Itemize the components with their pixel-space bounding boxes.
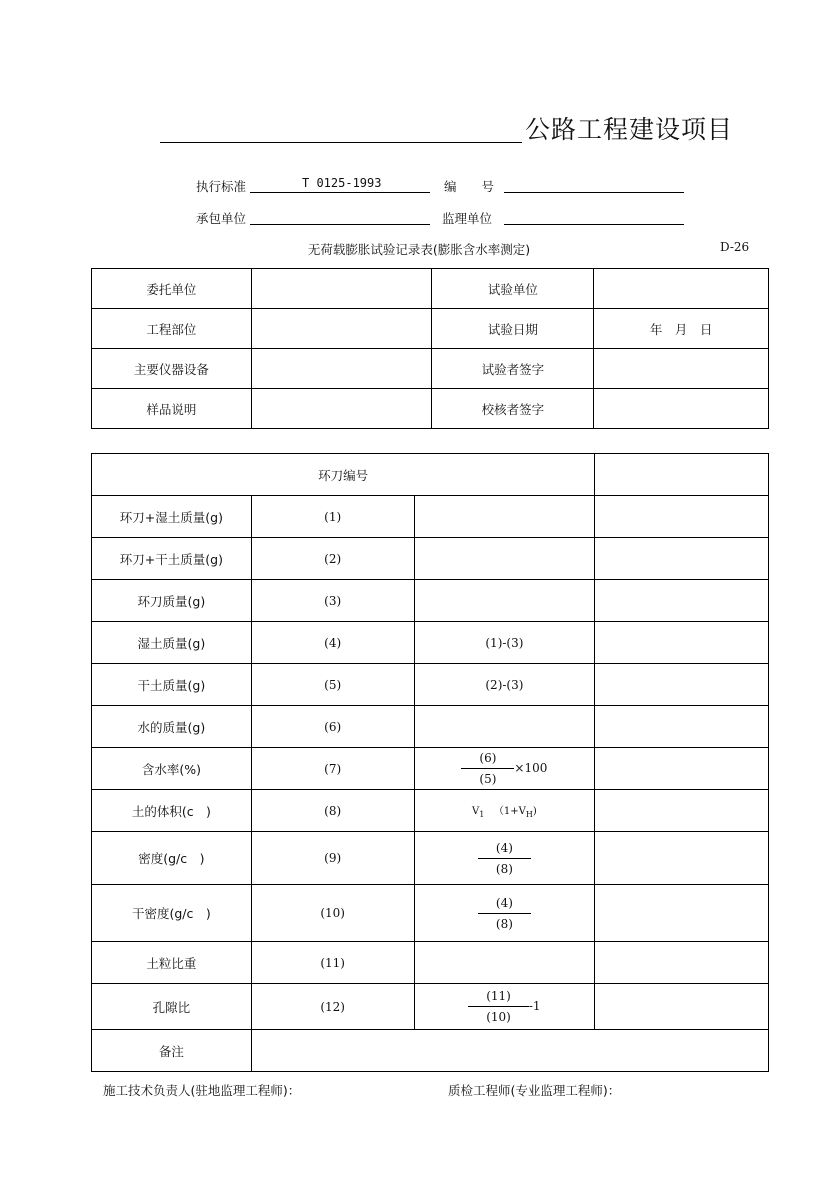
info-label: 校核者签字	[432, 389, 594, 429]
info-value[interactable]	[594, 389, 769, 429]
info-value[interactable]	[251, 269, 432, 309]
info-label: 委托单位	[92, 269, 252, 309]
data-table	[91, 453, 769, 1072]
info-row	[92, 269, 769, 309]
row-value[interactable]	[595, 580, 769, 622]
row-value[interactable]	[595, 748, 769, 790]
info-value[interactable]	[594, 349, 769, 389]
fraction	[461, 751, 514, 786]
table-row	[92, 496, 769, 538]
row-formula	[414, 538, 595, 580]
row-index: (6)	[251, 706, 414, 748]
fraction	[478, 896, 531, 931]
table-row	[92, 580, 769, 622]
table-row	[92, 748, 769, 790]
footer-right-signature: 质检工程师(专业监理工程师)：	[448, 1083, 621, 1098]
info-label: 样品说明	[92, 389, 252, 429]
row-label: 环刀质量(g)	[92, 580, 252, 622]
supervisor-field[interactable]	[504, 208, 684, 225]
denominator: (8)	[495, 861, 513, 876]
row-formula: (1)-(3)	[414, 622, 595, 664]
info-row	[92, 309, 769, 349]
number-field[interactable]	[504, 176, 684, 193]
formula-sub: 1	[479, 810, 485, 819]
numerator: (4)	[478, 896, 531, 914]
row-label: 土粒比重	[92, 942, 252, 984]
table-row	[92, 664, 769, 706]
formula-part: （1+V	[493, 806, 526, 817]
info-row	[92, 389, 769, 429]
form-title: 无荷载膨胀试验记录表(膨胀含水率测定)	[307, 242, 531, 257]
project-name-line[interactable]	[160, 142, 522, 143]
formula-sub: H	[525, 810, 533, 819]
table-row	[92, 984, 769, 1030]
table-row	[92, 832, 769, 885]
page-title: 公路工程建设项目	[525, 115, 734, 144]
row-index: (4)	[251, 622, 414, 664]
row-formula	[414, 984, 595, 1030]
table-row	[92, 942, 769, 984]
row-label: 湿土质量(g)	[92, 622, 252, 664]
table-row	[92, 790, 769, 832]
row-formula	[414, 748, 595, 790]
numerator: (4)	[478, 841, 531, 859]
row-label: 含水率(%)	[92, 748, 252, 790]
numerator: (11)	[468, 989, 529, 1007]
standard-field[interactable]	[250, 176, 430, 193]
info-label: 工程部位	[92, 309, 252, 349]
numerator: (6)	[461, 751, 514, 769]
row-formula	[414, 885, 595, 942]
contractor-field[interactable]	[250, 208, 430, 225]
data-header-row	[92, 454, 769, 496]
row-label: 干土质量(g)	[92, 664, 252, 706]
fraction	[478, 841, 531, 876]
number-label: 编 号	[444, 179, 495, 194]
formula-suffix: ×100	[514, 761, 548, 775]
info-label: 试验单位	[432, 269, 594, 309]
row-value[interactable]	[595, 885, 769, 942]
formula-part: )	[532, 806, 537, 817]
row-index: (1)	[251, 496, 414, 538]
row-label: 土的体积(c )	[92, 790, 252, 832]
row-formula	[414, 832, 595, 885]
row-label: 干密度(g/c )	[92, 885, 252, 942]
table-row	[92, 706, 769, 748]
test-date-value[interactable]: 年 月 日	[594, 309, 769, 349]
row-label: 水的质量(g)	[92, 706, 252, 748]
row-index: (11)	[251, 942, 414, 984]
row-label: 密度(g/c )	[92, 832, 252, 885]
row-formula	[414, 942, 595, 984]
fraction	[468, 989, 529, 1024]
formula-part: V	[472, 806, 480, 817]
row-label: 环刀+干土质量(g)	[92, 538, 252, 580]
standard-value: T 0125-1993	[302, 176, 382, 190]
ring-number-label: 环刀编号	[92, 454, 595, 496]
form-code: D-26	[720, 240, 750, 254]
row-index: (9)	[251, 832, 414, 885]
standard-label: 执行标准	[196, 179, 247, 194]
row-formula	[414, 496, 595, 538]
table-row	[92, 622, 769, 664]
footer-left-signature: 施工技术负责人(驻地监理工程师)：	[103, 1083, 301, 1098]
supervisor-label: 监理单位	[442, 211, 493, 226]
row-formula	[414, 580, 595, 622]
remarks-value[interactable]	[251, 1030, 768, 1072]
row-value[interactable]	[595, 664, 769, 706]
row-value[interactable]	[595, 538, 769, 580]
row-index: (2)	[251, 538, 414, 580]
contractor-label: 承包单位	[196, 211, 247, 226]
info-value[interactable]	[251, 309, 432, 349]
row-value[interactable]	[595, 984, 769, 1030]
row-value[interactable]	[595, 706, 769, 748]
row-index: (5)	[251, 664, 414, 706]
remarks-label: 备注	[92, 1030, 252, 1072]
row-index: (8)	[251, 790, 414, 832]
denominator: (10)	[486, 1010, 511, 1024]
row-value[interactable]	[595, 790, 769, 832]
table-row	[92, 538, 769, 580]
row-formula	[414, 790, 595, 832]
row-label: 孔隙比	[92, 984, 252, 1030]
row-index: (12)	[251, 984, 414, 1030]
info-value[interactable]	[251, 349, 432, 389]
info-table	[91, 268, 769, 429]
row-value[interactable]	[595, 942, 769, 984]
info-label: 试验日期	[432, 309, 594, 349]
remarks-row	[92, 1030, 769, 1072]
row-formula: (2)-(3)	[414, 664, 595, 706]
row-formula	[414, 706, 595, 748]
ring-number-value[interactable]	[595, 454, 769, 496]
row-value[interactable]	[595, 496, 769, 538]
row-index: (3)	[251, 580, 414, 622]
row-label: 环刀+湿土质量(g)	[92, 496, 252, 538]
formula-suffix: -1	[528, 999, 541, 1013]
row-value[interactable]	[595, 622, 769, 664]
info-label: 主要仪器设备	[92, 349, 252, 389]
denominator: (5)	[479, 772, 497, 786]
row-index: (10)	[251, 885, 414, 942]
info-row	[92, 349, 769, 389]
denominator: (8)	[495, 916, 513, 931]
row-value[interactable]	[595, 832, 769, 885]
row-index: (7)	[251, 748, 414, 790]
info-label: 试验者签字	[432, 349, 594, 389]
info-value[interactable]	[594, 269, 769, 309]
table-row	[92, 885, 769, 942]
info-value[interactable]	[251, 389, 432, 429]
